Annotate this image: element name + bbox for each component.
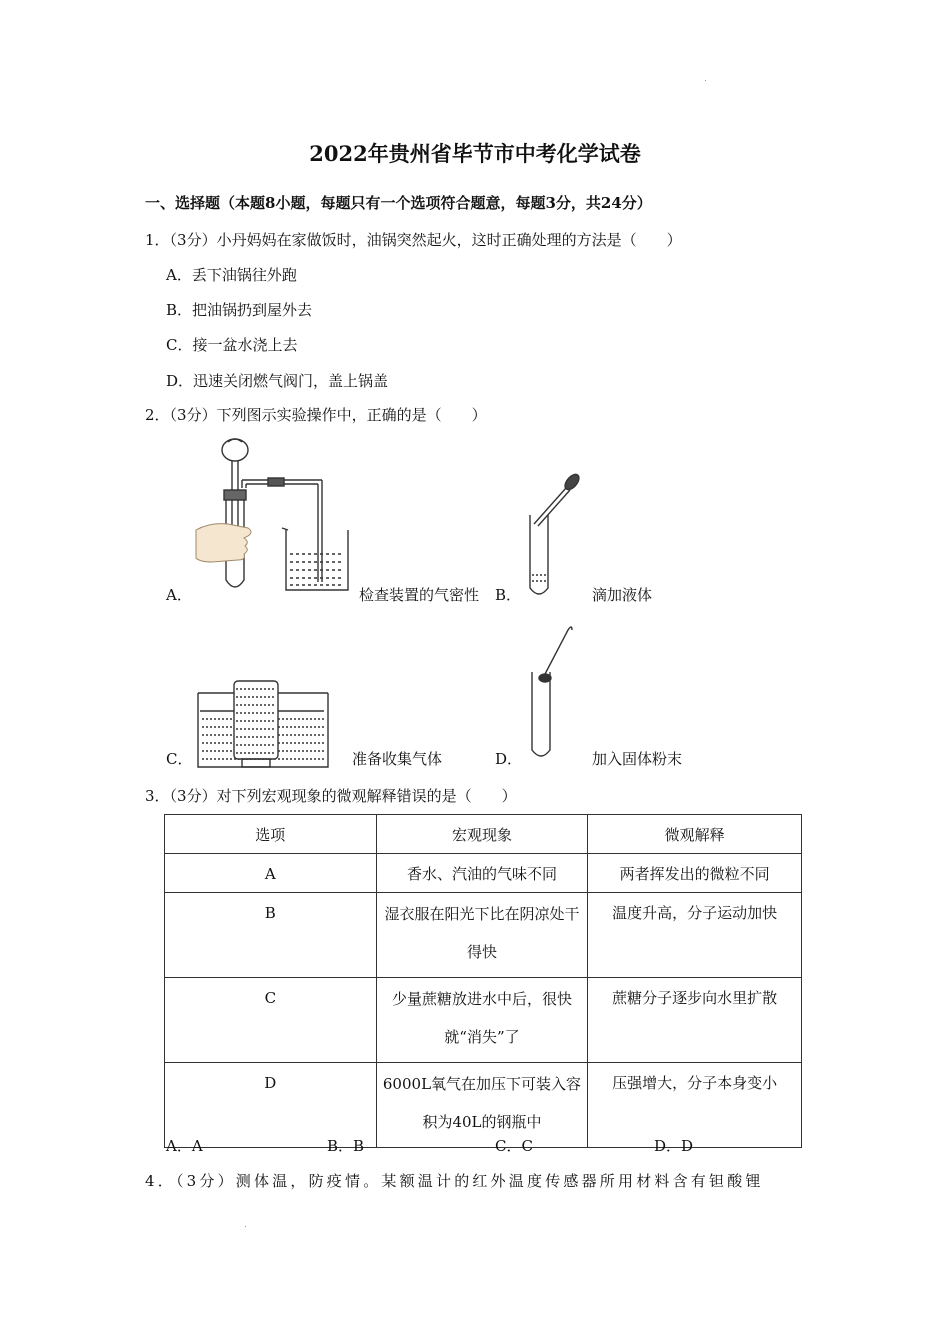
table-row [165,893,802,978]
table-row [165,854,802,893]
figure-a-airtightness-apparatus [190,432,360,597]
table-cell-option: B [165,893,377,978]
question-1-stem: 1．（3分）小丹妈妈在家做饭时，油锅突然起火，这时正确处理的方法是（ ） [145,231,682,249]
explanation-table [164,814,802,1148]
table-cell-explanation: 蔗糖分子逐步向水里扩散 [588,978,802,1063]
question-3-option-a[interactable]: A．A [166,1137,203,1155]
table-cell-option: C [165,978,377,1063]
scan-dot [705,80,706,81]
question-2-stem: 2．（3分）下列图示实验操作中，正确的是（ ） [145,406,487,424]
table-cell-option: A [165,854,377,893]
table-header-cell: 选项 [165,815,377,854]
table-cell-phenomenon: 少量蔗糖放进水中后，很快就“消失”了 [376,978,588,1063]
question-3-option-d[interactable]: D．D [654,1137,694,1155]
table-header-row [165,815,802,854]
table-cell-explanation: 两者挥发出的微粒不同 [588,854,802,893]
question-1-option-b[interactable]: B．把油锅扔到屋外去 [166,301,313,319]
scan-dot [245,1226,246,1227]
question-1-option-d[interactable]: D．迅速关闭燃气阀门，盖上锅盖 [166,372,389,390]
table-cell-phenomenon: 香水、汽油的气味不同 [376,854,588,893]
table-cell-explanation: 温度升高，分子运动加快 [588,893,802,978]
question-2-label-c[interactable]: C． [166,750,193,768]
question-2-label-b[interactable]: B． [495,586,522,604]
question-2-label-a[interactable]: A． [166,586,192,604]
section-heading: 一、选择题（本题8小题，每题只有一个选项符合题意，每题3分，共24分） [145,194,652,212]
question-4-stem: 4．（3分）测体温，防疫情。某额温计的红外温度传感器所用材料含有钽酸锂 [145,1172,764,1190]
table-cell-option: D [165,1063,377,1148]
table-row [165,978,802,1063]
table-header-cell: 宏观现象 [376,815,588,854]
question-3-stem: 3．（3分）对下列宏观现象的微观解释错误的是（ ） [145,787,517,805]
question-1-option-c[interactable]: C．接一盆水浇上去 [166,336,298,354]
table-row [165,1063,802,1148]
question-2-caption-b: 滴加液体 [592,586,653,604]
table-cell-phenomenon: 6000L氧气在加压下可装入容积为40L的钢瓶中 [376,1063,588,1148]
question-2-caption-a: 检查装置的气密性 [359,586,480,604]
question-3-option-b[interactable]: B．B [327,1137,365,1155]
question-2-caption-c: 准备收集气体 [352,750,443,768]
exam-title: 2022年贵州省毕节市中考化学试卷 [309,141,641,166]
question-3-option-c[interactable]: C．C [495,1137,533,1155]
figure-c-gas-collection-apparatus [196,675,331,770]
question-2-caption-d: 加入固体粉末 [592,750,683,768]
question-2-label-d[interactable]: D． [495,750,523,768]
figure-b-dropper-apparatus [520,470,590,600]
table-cell-explanation: 压强增大，分子本身变小 [588,1063,802,1148]
table-cell-phenomenon: 湿衣服在阳光下比在阴凉处干得快 [376,893,588,978]
figure-d-powder-apparatus [520,622,590,762]
question-1-option-a[interactable]: A．丢下油锅往外跑 [166,266,297,284]
table-header-cell: 微观解释 [588,815,802,854]
